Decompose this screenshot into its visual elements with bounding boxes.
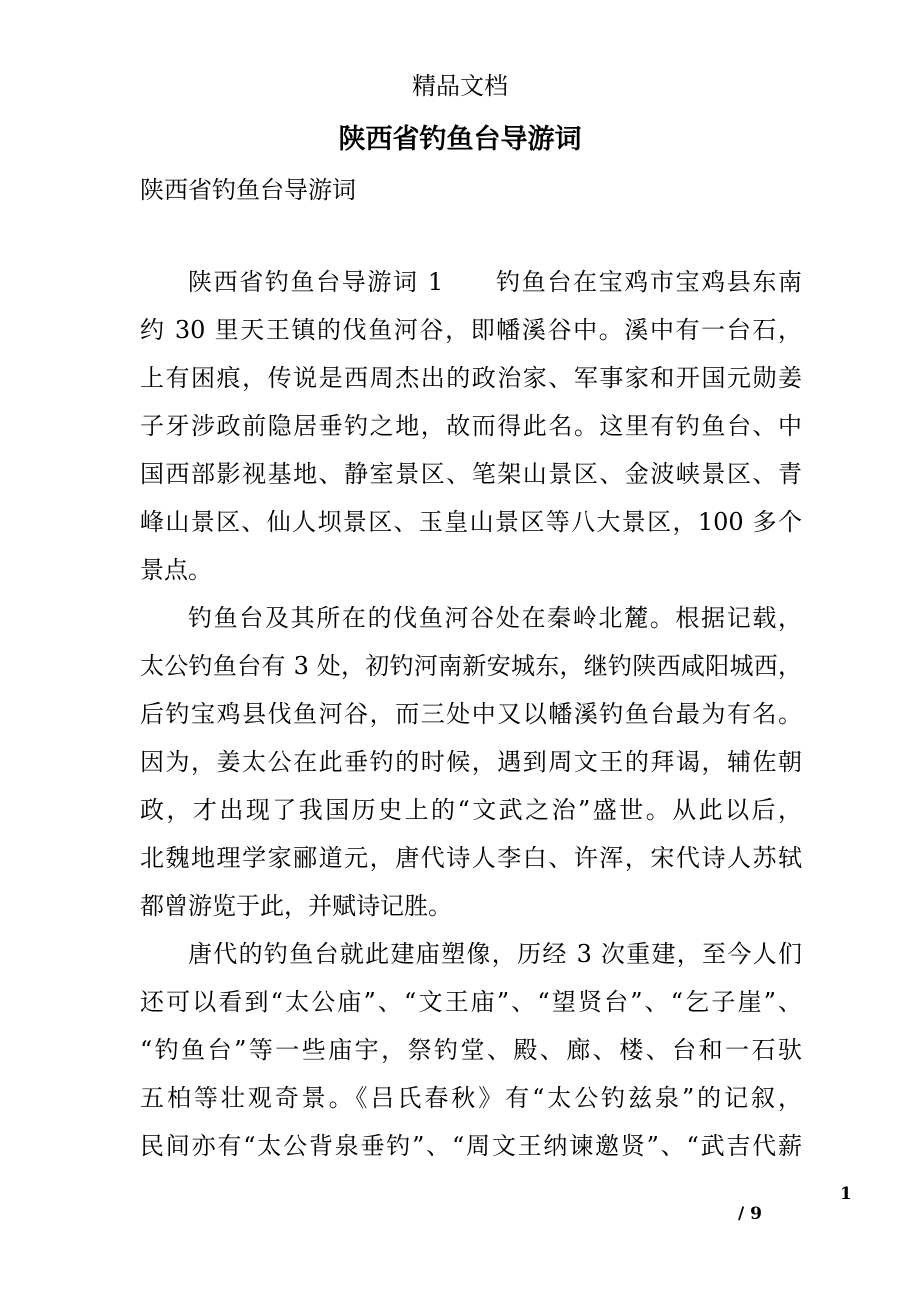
paragraph-line: 唐代的钓鱼台就此建庙塑像，历经 3 次重建，至今人们	[188, 940, 802, 968]
paragraph-line: 都曾游览于此，并赋诗记胜。	[140, 892, 452, 920]
paragraph-line: 上有困痕，传说是西周杰出的政治家、军事家和开国元勋姜	[140, 364, 802, 392]
document-title: 陕西省钓鱼台导游词	[338, 124, 582, 155]
paragraph-line: 民间亦有“太公背泉垂钓”、“周文王纳谏邀贤”、“武吉代薪	[140, 1132, 802, 1160]
paragraph-line: 约 30 里天王镇的伐鱼河谷，即幡溪谷中。溪中有一台石，	[140, 316, 802, 344]
paragraph-line: 景点。	[140, 556, 212, 584]
document-header: 精品文档	[412, 72, 508, 100]
paragraph-line: 后钓宝鸡县伐鱼河谷，而三处中又以幡溪钓鱼台最为有名。	[140, 700, 802, 728]
document-body	[140, 264, 802, 1176]
paragraph-line: 还可以看到“太公庙”、“文王庙”、“望贤台”、“乞子崖”、	[140, 988, 802, 1016]
paragraph-line: 峰山景区、仙人坝景区、玉皇山景区等八大景区，100 多个	[140, 508, 802, 536]
paragraph-line: 陕西省钓鱼台导游词 1 钓鱼台在宝鸡市宝鸡县东南	[188, 268, 802, 296]
page-total: / 9	[738, 1204, 762, 1224]
document-subtitle: 陕西省钓鱼台导游词	[140, 176, 356, 204]
paragraph-line: 因为，姜太公在此垂钓的时候，遇到周文王的拜谒，辅佐朝	[140, 748, 802, 776]
paragraph-line: 子牙涉政前隐居垂钓之地，故而得此名。这里有钓鱼台、中	[140, 412, 802, 440]
paragraph-line: 五柏等壮观奇景。《吕氏春秋》有“太公钓兹泉”的记叙，	[140, 1084, 802, 1112]
paragraph-line: 国西部影视基地、静室景区、笔架山景区、金波峡景区、青	[140, 460, 802, 488]
paragraph-line: 钓鱼台及其所在的伐鱼河谷处在秦岭北麓。根据记载，	[188, 604, 802, 632]
page-number: 1	[840, 1184, 852, 1204]
paragraph-line: 太公钓鱼台有 3 处，初钓河南新安城东，继钓陕西咸阳城西，	[140, 652, 802, 680]
paragraph-line: 北魏地理学家郦道元，唐代诗人李白、许浑，宋代诗人苏轼	[140, 844, 802, 872]
paragraph-line: 政，才出现了我国历史上的“文武之治”盛世。从此以后，	[140, 796, 802, 824]
paragraph-line: “钓鱼台”等一些庙宇，祭钓堂、殿、廊、楼、台和一石驮	[140, 1036, 802, 1064]
